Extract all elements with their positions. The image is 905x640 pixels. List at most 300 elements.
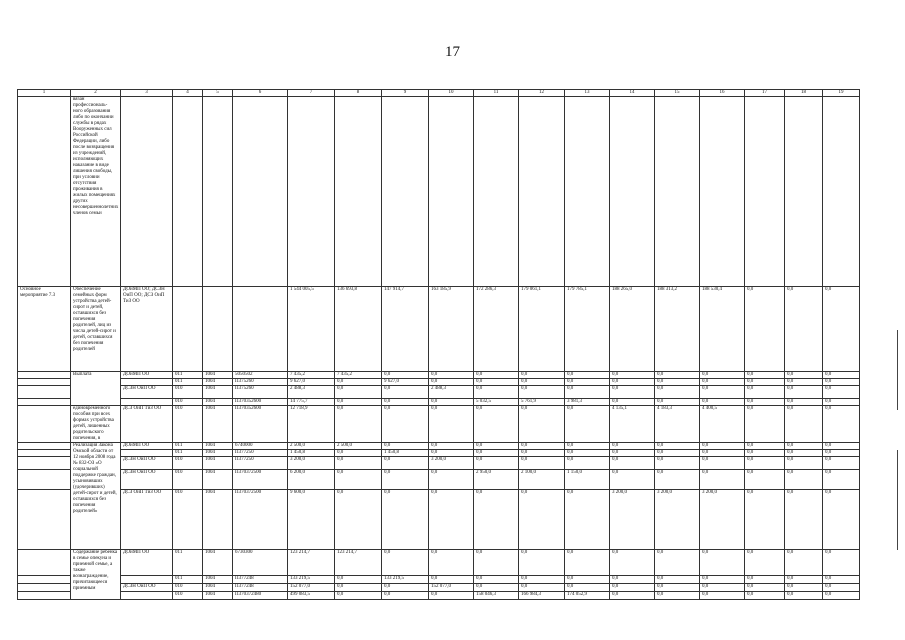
table-cell: 1 150,0: [565, 470, 610, 490]
table-cell: [173, 97, 203, 287]
table-cell: 0,0: [610, 584, 655, 592]
column-number-header: 14: [610, 90, 655, 97]
table-cell: 0,0: [474, 457, 519, 470]
table-cell: 0,0: [745, 399, 785, 406]
table-header-row: [18, 90, 860, 97]
table-cell: 1004: [203, 379, 233, 386]
table-cell: 011: [173, 550, 203, 576]
table-cell: 0,0: [474, 450, 519, 457]
table-cell: 2 100,0: [519, 470, 565, 490]
table-cell: 0,0: [565, 584, 610, 592]
table-cell: 499 083,5: [288, 592, 335, 600]
table-cell: [18, 457, 71, 470]
table-cell: 2 500,0: [288, 443, 335, 450]
table-cell: 0,0: [429, 406, 474, 443]
table-cell: 0,0: [745, 443, 785, 450]
table-cell: [519, 97, 565, 287]
table-cell: 0,0: [785, 470, 823, 490]
table-cell: 011: [173, 576, 203, 584]
table-cell: 133 219,5: [382, 576, 429, 584]
table-cell: 0,0: [429, 450, 474, 457]
table-cell: Обеспечение семейных форм устройства детей-сирот и детей, оставшихся без попечения родителей, лиц из числа детей-сирот и детей, оставшихся без попечения родителей: [71, 287, 121, 372]
table-cell: 12 718,9: [288, 406, 335, 443]
table-row: [18, 584, 860, 592]
table-cell: 0,0: [745, 406, 785, 443]
table-cell: 0,0: [335, 406, 382, 443]
table-cell: 1004: [203, 592, 233, 600]
table-cell: 0,0: [382, 490, 429, 550]
table-cell: 0,0: [785, 457, 823, 470]
table-cell: 1 450,8: [288, 450, 335, 457]
table-row: [18, 372, 860, 379]
table-cell: Выплата: [71, 372, 121, 406]
table-row: [18, 399, 860, 406]
table-cell: 0,0: [335, 457, 382, 470]
column-number-header: 17: [745, 90, 785, 97]
table-cell: 14 775,7: [288, 399, 335, 406]
table-cell: 0,0: [823, 576, 860, 584]
table-cell: 0,0: [785, 443, 823, 450]
table-cell: 0,0: [655, 399, 700, 406]
table-cell: 1004: [203, 450, 233, 457]
table-cell: 0,0: [655, 457, 700, 470]
table-cell: 0,0: [565, 443, 610, 450]
table-cell: 0,0: [565, 576, 610, 584]
table-cell: 0,0: [429, 592, 474, 600]
table-cell: [382, 97, 429, 287]
table-cell: 9 600,0: [288, 490, 335, 550]
table-cell: [18, 584, 71, 592]
table-cell: [18, 372, 71, 379]
table-cell: 0,0: [429, 399, 474, 406]
table-cell: 0,0: [700, 399, 745, 406]
table-cell: 0,0: [785, 450, 823, 457]
table-cell: ДСЗ ОиП ТиЗ ОО: [121, 406, 173, 443]
table-cell: 0,0: [745, 490, 785, 550]
table-cell: 0,0: [335, 470, 382, 490]
table-cell: 0,0: [823, 287, 860, 372]
table-cell: 0,0: [823, 470, 860, 490]
table-cell: 1004: [203, 386, 233, 399]
table-cell: 010: [173, 386, 203, 399]
table-cell: [700, 97, 745, 287]
table-cell: 1004: [203, 490, 233, 550]
table-cell: 1004: [203, 406, 233, 443]
table-cell: 7 435,2: [288, 372, 335, 379]
table-cell: 3 981,3: [565, 399, 610, 406]
table-cell: ДСЗН ОиП ОО: [121, 457, 173, 470]
table-cell: 166 984,3: [519, 592, 565, 600]
table-cell: 0,0: [382, 386, 429, 399]
table-cell: 0,0: [474, 372, 519, 379]
table-cell: 0,0: [700, 592, 745, 600]
table-cell: 0,0: [565, 379, 610, 386]
table-cell: 0,0: [785, 490, 823, 550]
table-cell: 172 286,3: [474, 287, 519, 372]
table-cell: 188 530,4: [700, 287, 745, 372]
table-cell: 0,0: [823, 379, 860, 386]
column-number-header: 8: [335, 90, 382, 97]
column-number-header: 12: [519, 90, 565, 97]
table-cell: 0,0: [565, 372, 610, 379]
table-cell: [18, 450, 71, 457]
table-cell: 0,0: [745, 550, 785, 576]
table-cell: [335, 97, 382, 287]
table-cell: 0,0: [700, 576, 745, 584]
table-cell: 0,0: [519, 550, 565, 576]
table-cell: 0,0: [382, 399, 429, 406]
table-cell: П370372500: [233, 490, 288, 550]
table-cell: П370372480: [233, 592, 288, 600]
table-cell: [121, 450, 173, 457]
table-cell: П370352600: [233, 406, 288, 443]
table-cell: 2 488,3: [429, 386, 474, 399]
table-row: [18, 406, 860, 443]
table-cell: 0,0: [745, 287, 785, 372]
table-cell: 0,0: [474, 576, 519, 584]
table-cell: 3 200,0: [700, 490, 745, 550]
table-cell: [18, 490, 71, 550]
table-row: [18, 97, 860, 287]
table-cell: 0,0: [335, 386, 382, 399]
table-cell: 0,0: [700, 450, 745, 457]
table-cell: П370372500: [233, 470, 288, 490]
table-cell: 0,0: [610, 592, 655, 600]
table-cell: 0,0: [429, 550, 474, 576]
table-cell: 0,0: [745, 372, 785, 379]
table-cell: 010: [173, 592, 203, 600]
column-number-header: 2: [71, 90, 121, 97]
table-cell: 152 077,0: [429, 584, 474, 592]
table-cell: 0,0: [382, 406, 429, 443]
table-cell: 0,0: [382, 372, 429, 379]
table-row: [18, 550, 860, 576]
table-row: [18, 576, 860, 584]
table-cell: [203, 287, 233, 372]
table-cell: 0,0: [655, 550, 700, 576]
table-cell: 0,0: [429, 379, 474, 386]
table-cell: 0,0: [474, 550, 519, 576]
table-cell: 0,0: [785, 584, 823, 592]
table-cell: [18, 443, 71, 450]
table-cell: 0,0: [565, 386, 610, 399]
table-cell: 0,0: [335, 490, 382, 550]
table-cell: 0,0: [519, 457, 565, 470]
table-cell: 0,0: [382, 457, 429, 470]
table-cell: 0,0: [335, 576, 382, 584]
table-cell: 0,0: [745, 386, 785, 399]
column-number-header: 11: [474, 90, 519, 97]
table-cell: 0,0: [429, 443, 474, 450]
table-cell: П377248: [233, 576, 288, 584]
table-cell: 0,0: [700, 584, 745, 592]
table-cell: 0,0: [565, 406, 610, 443]
table-cell: 0,0: [519, 584, 565, 592]
table-cell: 0,0: [823, 450, 860, 457]
table-cell: 0,0: [335, 450, 382, 457]
table-cell: 0,0: [565, 550, 610, 576]
table-row: [18, 592, 860, 600]
column-number-header: 3: [121, 90, 173, 97]
table-cell: [429, 97, 474, 287]
column-number-header: 10: [429, 90, 474, 97]
table-cell: 0,0: [700, 550, 745, 576]
budget-table: [17, 89, 860, 600]
column-number-header: 4: [173, 90, 203, 97]
table-cell: 3 200,0: [610, 490, 655, 550]
table-cell: 163 185,9: [429, 287, 474, 372]
table-cell: [18, 576, 71, 584]
table-cell: 0,0: [655, 443, 700, 450]
table-cell: 0,0: [382, 470, 429, 490]
table-cell: 0,0: [655, 379, 700, 386]
table-cell: 0,0: [474, 584, 519, 592]
table-cell: [785, 97, 823, 287]
table-cell: 0,0: [700, 372, 745, 379]
column-number-header: 16: [700, 90, 745, 97]
table-cell: [18, 399, 71, 406]
table-cell: 010: [173, 584, 203, 592]
table-row: [18, 457, 860, 470]
table-cell: [121, 97, 173, 287]
table-cell: 0,0: [823, 399, 860, 406]
table-cell: [121, 576, 173, 584]
table-cell: 136 693,8: [335, 287, 382, 372]
table-cell: [18, 386, 71, 399]
table-cell: 0,0: [655, 450, 700, 457]
table-cell: 1004: [203, 470, 233, 490]
table-cell: 011: [173, 372, 203, 379]
table-cell: 0,0: [745, 379, 785, 386]
page-edge-line: [897, 450, 898, 550]
table-cell: 0,0: [655, 584, 700, 592]
table-cell: [565, 97, 610, 287]
table-cell: 179 785,1: [565, 287, 610, 372]
table-cell: 5 032,5: [474, 399, 519, 406]
table-cell: 0,0: [335, 592, 382, 600]
table-cell: 1004: [203, 399, 233, 406]
table-cell: 0,0: [610, 550, 655, 576]
table-cell: 0,0: [610, 386, 655, 399]
table-cell: [18, 97, 71, 287]
table-cell: 0,0: [474, 406, 519, 443]
table-cell: 9 627,0: [382, 379, 429, 386]
table-cell: 0,0: [823, 592, 860, 600]
table-cell: 0,0: [565, 457, 610, 470]
table-cell: [610, 97, 655, 287]
table-cell: 0,0: [519, 406, 565, 443]
table-cell: 2 500,0: [335, 443, 382, 450]
table-cell: единовременного пособия при всех формах устройства детей, лишенных родительского попечения, в: [71, 406, 121, 443]
table-cell: 0,0: [785, 379, 823, 386]
table-cell: [121, 399, 173, 406]
table-cell: 0,0: [519, 490, 565, 550]
table-row: [18, 450, 860, 457]
table-cell: 0,0: [610, 443, 655, 450]
table-cell: 0,0: [823, 372, 860, 379]
table-cell: 3 200,0: [429, 457, 474, 470]
column-number-header: 9: [382, 90, 429, 97]
column-number-header: 18: [785, 90, 823, 97]
table-cell: [233, 97, 288, 287]
table-cell: вязан профессиональ- ного образования либо по окончании службы в рядах Вооруженных сил Российской Федерации, либо после возвращения из учреждений, исполняющих наказание в виде лишения свободы, при условии отсутствия проживания в жилых помещениях других несовершеннолетних членов семьи: [71, 97, 121, 287]
table-cell: ДСЗ ОиП ТиЗ ОО: [121, 490, 173, 550]
table-cell: 0,0: [700, 379, 745, 386]
table-cell: 179 061,1: [519, 287, 565, 372]
table-cell: [18, 550, 71, 576]
table-cell: 0,0: [519, 576, 565, 584]
table-cell: ДОиМП ОО: [121, 443, 173, 450]
column-number-header: 1: [18, 90, 71, 97]
table-cell: [745, 97, 785, 287]
column-number-header: 19: [823, 90, 860, 97]
table-cell: 6730300: [233, 550, 288, 576]
table-cell: 010: [173, 490, 203, 550]
table-cell: 158 046,3: [474, 592, 519, 600]
table-cell: 0,0: [823, 490, 860, 550]
table-row: [18, 490, 860, 550]
table-cell: 0,0: [474, 386, 519, 399]
table-cell: 0,0: [785, 406, 823, 443]
table-cell: 0,0: [785, 287, 823, 372]
table-cell: 0,0: [429, 470, 474, 490]
table-row: [18, 287, 860, 372]
table-cell: 152 077,0: [288, 584, 335, 592]
table-cell: 010: [173, 470, 203, 490]
table-cell: 5 761,9: [519, 399, 565, 406]
table-cell: ДОиМП ОО: [121, 372, 173, 379]
table-cell: 1004: [203, 457, 233, 470]
table-cell: 011: [173, 443, 203, 450]
table-cell: П377250: [233, 450, 288, 457]
table-cell: 0,0: [474, 443, 519, 450]
table-cell: 011: [173, 450, 203, 457]
table-cell: 0,0: [785, 386, 823, 399]
table-cell: 0,0: [519, 379, 565, 386]
table-cell: 0,0: [382, 584, 429, 592]
table-cell: 010: [173, 457, 203, 470]
table-cell: 0,0: [655, 592, 700, 600]
table-cell: 0,0: [610, 457, 655, 470]
table-row: [18, 379, 860, 386]
table-cell: П377248: [233, 584, 288, 592]
table-cell: 0,0: [565, 490, 610, 550]
column-number-header: 15: [655, 90, 700, 97]
table-cell: 1004: [203, 443, 233, 450]
table-cell: П377250: [233, 457, 288, 470]
table-cell: 0,0: [700, 457, 745, 470]
table-cell: 0,0: [610, 470, 655, 490]
table-cell: 188 265,0: [610, 287, 655, 372]
table-cell: [655, 97, 700, 287]
table-cell: 0,0: [335, 584, 382, 592]
table-cell: [474, 97, 519, 287]
table-cell: 1004: [203, 584, 233, 592]
table-cell: 147 914,7: [382, 287, 429, 372]
table-cell: 7 435,2: [335, 372, 382, 379]
table-cell: 011: [173, 379, 203, 386]
table-cell: ДОиМП ОО: [121, 550, 173, 576]
table-cell: 0,0: [519, 372, 565, 379]
table-cell: 0,0: [429, 576, 474, 584]
table-cell: ДОиМП ОО; ДСЗН ОиП ОО; ДСЗ ОиП ТиЗ ОО: [121, 287, 173, 372]
table-cell: 0,0: [785, 399, 823, 406]
table-cell: П375260: [233, 386, 288, 399]
table-cell: 0,0: [474, 379, 519, 386]
table-cell: 3 200,0: [288, 457, 335, 470]
table-cell: 0,0: [745, 584, 785, 592]
table-cell: [121, 379, 173, 386]
table-cell: 0,0: [474, 490, 519, 550]
table-cell: 0,0: [382, 592, 429, 600]
table-cell: 0,0: [335, 399, 382, 406]
page-number: 17: [445, 44, 460, 60]
table-cell: Содержание ребенка в семье опекуна и приемной семье, а также вознаграждение, причитающееся приемным: [71, 550, 121, 600]
table-cell: 0,0: [382, 443, 429, 450]
table-cell: 0,0: [655, 470, 700, 490]
table-cell: 3 200,0: [655, 490, 700, 550]
table-row: [18, 443, 860, 450]
table-cell: 0,0: [610, 450, 655, 457]
table-cell: 0,0: [519, 443, 565, 450]
table-cell: ДСЗН ОиП ОО: [121, 584, 173, 592]
table-cell: 0,0: [745, 576, 785, 584]
table-cell: [18, 470, 71, 490]
table-cell: 0,0: [655, 386, 700, 399]
table-cell: 0,0: [823, 443, 860, 450]
table-cell: 9 627,0: [288, 379, 335, 386]
table-cell: 0,0: [655, 372, 700, 379]
table-cell: [18, 406, 71, 443]
table-row: [18, 470, 860, 490]
table-cell: 0,0: [700, 443, 745, 450]
page-edge-line: [897, 330, 898, 410]
table-cell: 0,0: [519, 450, 565, 457]
table-cell: 6 200,0: [288, 470, 335, 490]
table-cell: 0,0: [785, 576, 823, 584]
column-number-header: 13: [565, 90, 610, 97]
table-cell: 4 183,3: [655, 406, 700, 443]
table-cell: 0,0: [745, 592, 785, 600]
table-cell: 174 052,9: [565, 592, 610, 600]
table-cell: 0,0: [823, 457, 860, 470]
column-number-header: 6: [233, 90, 288, 97]
column-number-header: 7: [288, 90, 335, 97]
column-number-header: 5: [203, 90, 233, 97]
table-cell: 1 450,8: [382, 450, 429, 457]
table-cell: 1004: [203, 576, 233, 584]
table-cell: 0,0: [565, 450, 610, 457]
table-cell: 0,0: [823, 584, 860, 592]
table-cell: 0,0: [382, 550, 429, 576]
table-cell: 0,0: [745, 450, 785, 457]
table-cell: 0,0: [655, 576, 700, 584]
table-cell: 010: [173, 406, 203, 443]
table-cell: 4 135,1: [610, 406, 655, 443]
table-cell: 133 219,5: [288, 576, 335, 584]
table-cell: 0,0: [823, 386, 860, 399]
table-cell: 0,0: [610, 576, 655, 584]
table-cell: [18, 592, 71, 600]
table-cell: 5050502: [233, 372, 288, 379]
table-cell: 1 544 005,5: [288, 287, 335, 372]
table-cell: 0,0: [745, 470, 785, 490]
table-cell: 0,0: [519, 386, 565, 399]
table-cell: [18, 379, 71, 386]
table-cell: ДСЗН ОиП ОО: [121, 470, 173, 490]
table-cell: [173, 287, 203, 372]
table-cell: 0,0: [785, 592, 823, 600]
